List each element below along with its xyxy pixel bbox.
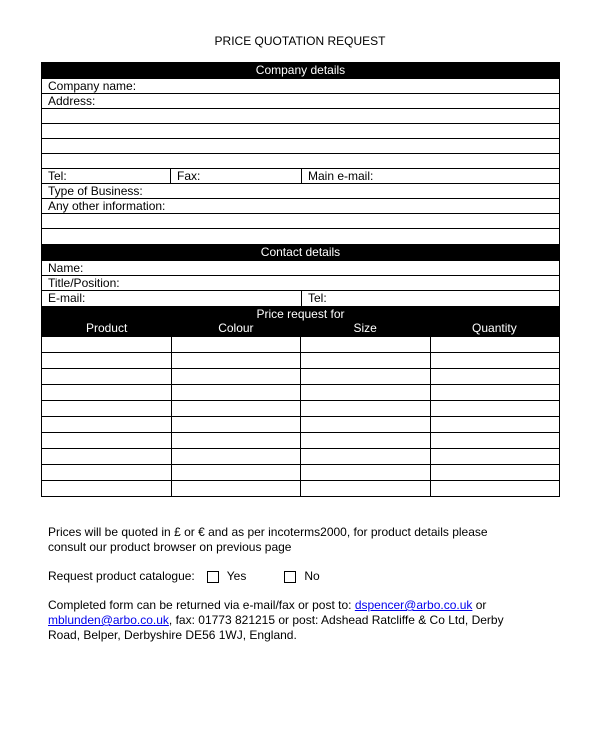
table-row xyxy=(42,336,559,353)
table-row xyxy=(42,417,559,433)
name-row[interactable] xyxy=(42,261,559,276)
price-request-caption: Price request for xyxy=(256,307,345,321)
pricing-note xyxy=(48,525,548,555)
column-quantity: Quantity xyxy=(472,321,517,335)
other-info-label: Any other information: xyxy=(48,199,166,213)
table-cell[interactable] xyxy=(300,401,430,416)
return-prefix: Completed form can be returned via e-mail/fax or post to: xyxy=(48,598,355,612)
tel-cell[interactable] xyxy=(42,169,170,183)
fax-cell[interactable] xyxy=(170,169,301,183)
quotation-form xyxy=(41,62,560,497)
table-cell[interactable] xyxy=(430,385,560,400)
pricing-note-line: Prices will be quoted in £ or € and as per incoterms2000, for product details please xyxy=(48,525,488,539)
no-label: No xyxy=(304,569,320,583)
table-cell[interactable] xyxy=(171,369,301,384)
table-cell[interactable] xyxy=(42,449,171,464)
price-request-header xyxy=(42,306,559,336)
main-email-label: Main e-mail: xyxy=(308,169,374,183)
title-position-row[interactable] xyxy=(42,276,559,291)
table-cell[interactable] xyxy=(430,465,560,480)
fax-label: Fax: xyxy=(177,169,201,183)
email-cell[interactable] xyxy=(42,291,301,306)
table-cell[interactable] xyxy=(430,353,560,368)
table-cell[interactable] xyxy=(300,337,430,352)
company-name-row[interactable] xyxy=(42,79,559,94)
yes-checkbox[interactable] xyxy=(207,571,219,583)
column-colour: Colour xyxy=(218,321,254,335)
table-cell[interactable] xyxy=(430,449,560,464)
contact-tel-label: Tel: xyxy=(308,291,327,305)
table-cell[interactable] xyxy=(42,337,171,352)
tel-fax-email-row xyxy=(42,169,559,184)
table-cell[interactable] xyxy=(300,449,430,464)
return-rest: , fax: 01773 821215 or post: Adshead Ratcliffe & Co Ltd, Derby xyxy=(168,613,504,627)
email-label: E-mail: xyxy=(48,291,86,305)
table-cell[interactable] xyxy=(171,385,301,400)
table-cell[interactable] xyxy=(430,433,560,448)
table-cell[interactable] xyxy=(171,353,301,368)
table-cell[interactable] xyxy=(300,481,430,496)
table-cell[interactable] xyxy=(171,449,301,464)
price-grid xyxy=(42,336,559,497)
table-row xyxy=(42,433,559,449)
address-label: Address: xyxy=(48,94,96,108)
table-cell[interactable] xyxy=(300,369,430,384)
table-cell[interactable] xyxy=(42,369,171,384)
table-cell[interactable] xyxy=(171,417,301,432)
table-cell[interactable] xyxy=(171,465,301,480)
column-size: Size xyxy=(353,321,377,335)
table-cell[interactable] xyxy=(300,433,430,448)
other-info-line[interactable] xyxy=(42,214,559,229)
table-cell[interactable] xyxy=(42,401,171,416)
type-of-business-label: Type of Business: xyxy=(48,184,143,198)
address-line[interactable] xyxy=(42,139,559,154)
address-line[interactable] xyxy=(42,154,559,169)
no-checkbox[interactable] xyxy=(284,571,296,583)
table-cell[interactable] xyxy=(300,385,430,400)
table-cell[interactable] xyxy=(430,481,560,496)
page-title: PRICE QUOTATION REQUEST xyxy=(214,34,386,48)
table-cell[interactable] xyxy=(171,481,301,496)
table-cell[interactable] xyxy=(300,417,430,432)
yes-label: Yes xyxy=(226,569,247,583)
address-row[interactable] xyxy=(42,94,559,109)
table-cell[interactable] xyxy=(430,417,560,432)
email-link-mblunden[interactable]: mblunden@arbo.co.uk xyxy=(48,613,169,627)
table-cell[interactable] xyxy=(42,417,171,432)
table-cell[interactable] xyxy=(171,401,301,416)
table-row xyxy=(42,401,559,417)
name-label: Name: xyxy=(48,261,84,275)
company-details-header: Company details xyxy=(42,62,559,79)
table-row xyxy=(42,465,559,481)
table-cell[interactable] xyxy=(300,353,430,368)
contact-tel-cell[interactable] xyxy=(301,291,559,306)
table-cell[interactable] xyxy=(42,385,171,400)
pricing-note-line: consult our product browser on previous page xyxy=(48,540,292,554)
table-cell[interactable] xyxy=(430,337,560,352)
contact-details-header: Contact details xyxy=(42,244,559,261)
return-instructions xyxy=(48,598,548,643)
other-info-row[interactable] xyxy=(42,199,559,214)
return-address: Road, Belper, Derbyshire DE56 1WJ, England. xyxy=(48,628,297,642)
email-tel-row xyxy=(42,291,559,306)
table-row xyxy=(42,353,559,369)
column-product: Product xyxy=(85,321,128,335)
main-email-cell[interactable] xyxy=(301,169,559,183)
tel-label: Tel: xyxy=(48,169,67,183)
type-of-business-row[interactable] xyxy=(42,184,559,199)
catalogue-label: Request product catalogue: xyxy=(48,569,195,583)
other-info-line[interactable] xyxy=(42,229,559,244)
table-cell[interactable] xyxy=(300,465,430,480)
table-row xyxy=(42,481,559,497)
table-cell[interactable] xyxy=(42,481,171,496)
title-position-label: Title/Position: xyxy=(48,276,120,290)
address-line[interactable] xyxy=(42,109,559,124)
email-link-dspencer[interactable]: dspencer@arbo.co.uk xyxy=(354,598,473,612)
table-cell[interactable] xyxy=(430,369,560,384)
table-cell[interactable] xyxy=(171,337,301,352)
table-cell[interactable] xyxy=(171,433,301,448)
table-row xyxy=(42,449,559,465)
company-name-label: Company name: xyxy=(48,79,137,93)
catalogue-request xyxy=(48,569,548,584)
table-cell[interactable] xyxy=(42,353,171,368)
table-row xyxy=(42,369,559,385)
return-or: or xyxy=(472,598,487,612)
table-cell[interactable] xyxy=(42,433,171,448)
table-cell[interactable] xyxy=(430,401,560,416)
table-row xyxy=(42,385,559,401)
address-line[interactable] xyxy=(42,124,559,139)
table-cell[interactable] xyxy=(42,465,171,480)
